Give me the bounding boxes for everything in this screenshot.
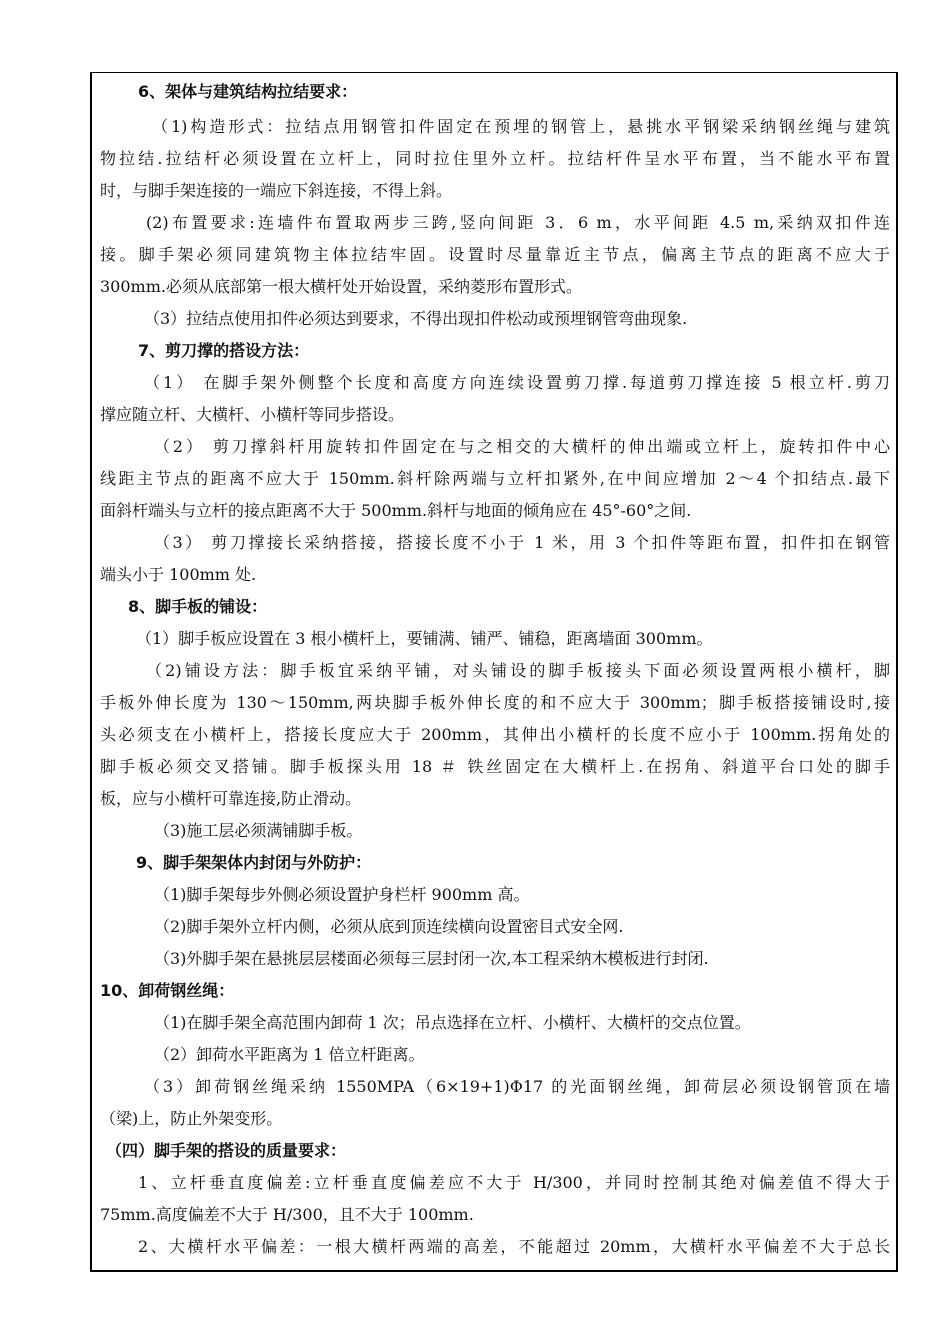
heading-8: 8、脚手板的铺设：	[128, 597, 268, 616]
paragraph-line: 板，应与小横杆可靠连接,防止滑动。	[100, 789, 362, 808]
paragraph-line: 300mm.必须从底部第一根大横杆处开始设置，采纳菱形布置形式。	[100, 277, 582, 296]
paragraph-line: （1)脚手架每步外侧必须设置护身栏杆 900mm 高。	[154, 885, 530, 904]
paragraph-line: （3)外脚手架在悬挑层层楼面必须每三层封闭一次,本工程采纳木模板进行封闭.	[154, 949, 709, 968]
heading-7: 7、剪刀撑的搭设方法：	[138, 341, 310, 360]
paragraph-line: （2)铺设方法：脚手板宜采纳平铺，对头铺设的脚手板接头下面必须设置两根小横杆，脚	[146, 661, 890, 680]
paragraph-line: 端头小于 100mm 处.	[100, 565, 257, 584]
paragraph-line: 75mm.高度偏差不大于 H/300，且不大于 100mm.	[100, 1205, 474, 1224]
paragraph-line: （1)构造形式：拉结点用钢管扣件固定在预埋的钢管上，悬挑水平钢梁采纳钢丝绳与建筑	[152, 117, 890, 136]
paragraph-line: 线距主节点的距离不应大于 150mm.斜杆除两端与立杆扣紧外,在中间应增加 2～4 个扣结点.最下	[100, 469, 890, 488]
paragraph-line: （梁)上，防止外架变形。	[100, 1109, 283, 1128]
heading-10: 10、卸荷钢丝绳：	[100, 981, 235, 1000]
paragraph-line: 手板外伸长度为 130～150mm,两块脚手板外伸长度的和不应大于 300mm；脚手板搭接铺设时,接	[100, 693, 890, 712]
paragraph-line: 物拉结.拉结杆必须设置在立杆上，同时拉住里外立杆。拉结杆件呈水平布置，当不能水平布置	[100, 149, 890, 168]
paragraph-line: （1)在脚手架全高范围内卸荷 1 次；吊点选择在立杆、小横杆、大横杆的交点位置。	[154, 1013, 751, 1032]
heading-section-4: （四）脚手架的搭设的质量要求：	[106, 1141, 347, 1160]
paragraph-line: 1、立杆垂直度偏差:立杆垂直度偏差应不大于 H/300，并同时控制其绝对偏差值不得大于	[138, 1173, 890, 1192]
paragraph-line: （3)施工层必须满铺脚手板。	[154, 821, 363, 840]
paragraph-line: （1）脚手板应设置在 3 根小横杆上，要铺满、铺严、铺稳，距离墙面 300mm。	[136, 629, 713, 648]
paragraph-line: 接。脚手架必须同建筑物主体拉结牢固。设置时尽量靠近主节点，偏离主节点的距离不应大于	[100, 245, 890, 264]
paragraph-line: （3） 剪刀撑接长采纳搭接，搭接长度不小于 1 米，用 3 个扣件等距布置，扣件扣在钢管	[154, 533, 890, 552]
paragraph-line: 脚手板必须交叉搭铺。脚手板探头用 18 ＃ 铁丝固定在大横杆上.在拐角、斜道平台口处的脚手	[100, 757, 890, 776]
paragraph-line: 撑应随立杆、大横杆、小横杆等同步搭设。	[100, 405, 405, 424]
paragraph-line: (2)布置要求:连墙件布置取两步三跨,竖向间距 3．6 m，水平间距 4.5 m,采纳双扣件连	[146, 213, 890, 232]
paragraph-line: 头必须支在小横杆上，搭接长度应大于 200mm，其伸出小横杆的长度不应小于 100mm.拐角处的	[100, 725, 890, 744]
paragraph-line: （3）拉结点使用扣件必须达到要求，不得出现扣件松动或预埋钢管弯曲现象.	[144, 309, 688, 328]
paragraph-line: （2)脚手架外立杆内侧，必须从底到顶连续横向设置密目式安全网.	[154, 917, 624, 936]
paragraph-line: （1） 在脚手架外侧整个长度和高度方向连续设置剪刀撑.每道剪刀撑连接 5 根立杆.剪刀	[144, 373, 890, 392]
paragraph-line: （2） 剪刀撑斜杆用旋转扣件固定在与之相交的大横杆的伸出端或立杆上，旋转扣件中心	[154, 437, 890, 456]
paragraph-line: 2、大横杆水平偏差：一根大横杆两端的高差，不能超过 20mm，大横杆水平偏差不大于总长	[138, 1237, 890, 1256]
paragraph-line: 时，与脚手架连接的一端应下斜连接，不得上斜。	[100, 181, 453, 200]
heading-6: 6、架体与建筑结构拉结要求：	[138, 82, 358, 101]
paragraph-line: （2）卸荷水平距离为 1 倍立杆距离。	[154, 1045, 425, 1064]
heading-9: 9、脚手架架体内封闭与外防护：	[136, 853, 372, 872]
paragraph-line: 面斜杆端头与立杆的接点距离不大于 500mm.斜杆与地面的倾角应在 45°-60°之间.	[100, 501, 692, 520]
paragraph-line: （3）卸荷钢丝绳采纳 1550MPA（6×19+1)Φ17 的光面钢丝绳，卸荷层必须设钢管顶在墙	[144, 1077, 890, 1096]
